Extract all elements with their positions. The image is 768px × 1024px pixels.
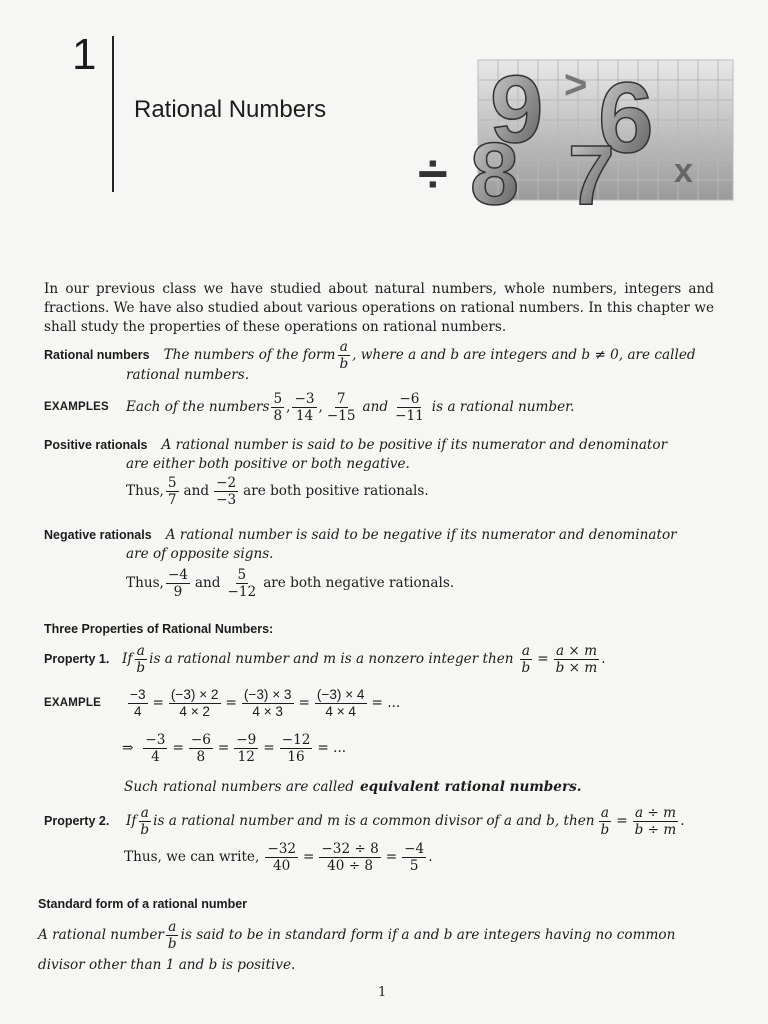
chapter-number: 1 [72, 30, 97, 79]
standard-form-text: A rational number $\frac{a}{b}$ is said to be in standard form if a and b are integers having no common [38, 919, 676, 953]
negative-label: Negative rationals [44, 528, 152, 542]
logo-digit-7: 7 [568, 128, 615, 212]
example-label: EXAMPLE [44, 697, 101, 710]
examples-label: EXAMPLES [44, 401, 109, 414]
chapter-title: Rational Numbers [134, 96, 327, 123]
negative-definition [44, 526, 677, 545]
properties-heading: Three Properties of Rational Numbers: [44, 622, 274, 636]
property-2-text: is a rational number and m is a common divisor of a and b, then [153, 813, 595, 830]
logo-symbol-gt: > [564, 63, 588, 107]
example-fraction-1: $\frac{5}{8}$ [273, 391, 283, 425]
property-1-text: is a rational number and m is a nonzero integer then [149, 651, 514, 668]
rational-label: Rational numbers [44, 348, 150, 363]
examples-text-1: Each of the numbers [126, 399, 270, 416]
equivalent-note: Such rational numbers are called equivalent rational numbers. [124, 779, 582, 795]
logo-digit-6: 6 [598, 62, 654, 174]
negative-text-2: are of opposite signs. [126, 546, 274, 562]
positive-text-1: A rational number is said to be positive if its numerator and denominator [161, 437, 668, 453]
rational-text-3: rational numbers. [126, 367, 250, 383]
property-1: Property 1. If $\frac{a}{b}$ is a rational number and m is a nonzero integer then $\frac{a}{b}$ = $\frac{a \times m}{b \times m}$ . [44, 643, 606, 677]
rational-text-1: The numbers of the form [163, 347, 336, 364]
examples-line: EXAMPLES Each of the numbers $\frac{5}{8}$ , $\frac{-3}{14}$ , $\frac{7}{-15}$ and $\frac{-6}{-11}$ is a rational number. [44, 391, 575, 425]
logo-digit-8: 8 [470, 124, 519, 212]
logo-symbol-times: x [674, 152, 693, 190]
negative-example: Thus, $\frac{-4}{9}$ and $\frac{5}{-12}$ are both negative rationals. [126, 567, 455, 601]
property-2: Property 2. If $\frac{a}{b}$ is a rational number and m is a common divisor of a and b, then $\frac{a}{b}$ = $\frac{a \div m}{b \div m}$ . [44, 805, 685, 839]
examples-text-2: is a rational number. [431, 399, 575, 416]
negative-fraction-1: $\frac{-4}{9}$ [167, 567, 188, 601]
example-fraction-2: $\frac{-3}{14}$ [294, 391, 315, 425]
positive-example: Thus, $\frac{5}{7}$ and $\frac{-2}{-3}$ are both positive rationals. [126, 475, 429, 509]
example-fraction-4: $\frac{-6}{-11}$ [395, 391, 424, 425]
positive-fraction-1: $\frac{5}{7}$ [167, 475, 177, 509]
standard-form-text-2: divisor other than 1 and b is positive. [38, 957, 296, 973]
property-2-label: Property 2. [44, 814, 110, 829]
intro-paragraph: In our previous class we have studied about natural numbers, whole numbers, integers and fractions. We have also studied about various operations on rational numbers. In this chapter we shall study the properties of these operations on rational numbers. [44, 281, 714, 335]
logo-digit-9: 9 [490, 56, 544, 163]
page-number: 1 [378, 985, 387, 1000]
chapter-divider [112, 36, 114, 192]
positive-definition [44, 436, 667, 455]
positive-fraction-2: $\frac{-2}{-3}$ [216, 475, 237, 509]
example-fraction-3: $\frac{7}{-15}$ [326, 391, 356, 425]
negative-fraction-2: $\frac{5}{-12}$ [227, 567, 257, 601]
positive-label: Positive rationals [44, 438, 148, 452]
equivalent-term: equivalent rational numbers. [359, 779, 582, 795]
example-line-1: EXAMPLE $\frac{-3}{4}$ = $\frac{(-3) \times 2}{4 \times 2}$ = $\frac{(-3) \times 3}{4 \times 3}$ = $\frac{(-3) \times 4}{4 \times 4}$ = ... [44, 687, 401, 720]
positive-text-2: are either both positive or both negative. [126, 456, 410, 472]
negative-text-1: A rational number is said to be negative if its numerator and denominator [165, 527, 677, 543]
example-line-2: ⇒ $\frac{-3}{4}$ = $\frac{-6}{8}$ = $\frac{-9}{12}$ = $\frac{-12}{16}$ = ... [122, 732, 347, 766]
standard-form-heading: Standard form of a rational number [38, 897, 248, 911]
property-2-example: Thus, we can write, $\frac{-32}{40}$ = $\frac{-32 \div 8}{40 \div 8}$ = $\frac{-4}{5}$ . [124, 841, 433, 875]
fraction-a-over-b: $\frac{a}{b}$ [339, 339, 349, 373]
numbers-logo-image [418, 52, 738, 212]
rational-text-2: , where a and b are integers and b ≠ 0, are called [352, 347, 696, 364]
logo-symbol-divide: ÷ [418, 144, 448, 204]
property-1-label: Property 1. [44, 652, 110, 667]
